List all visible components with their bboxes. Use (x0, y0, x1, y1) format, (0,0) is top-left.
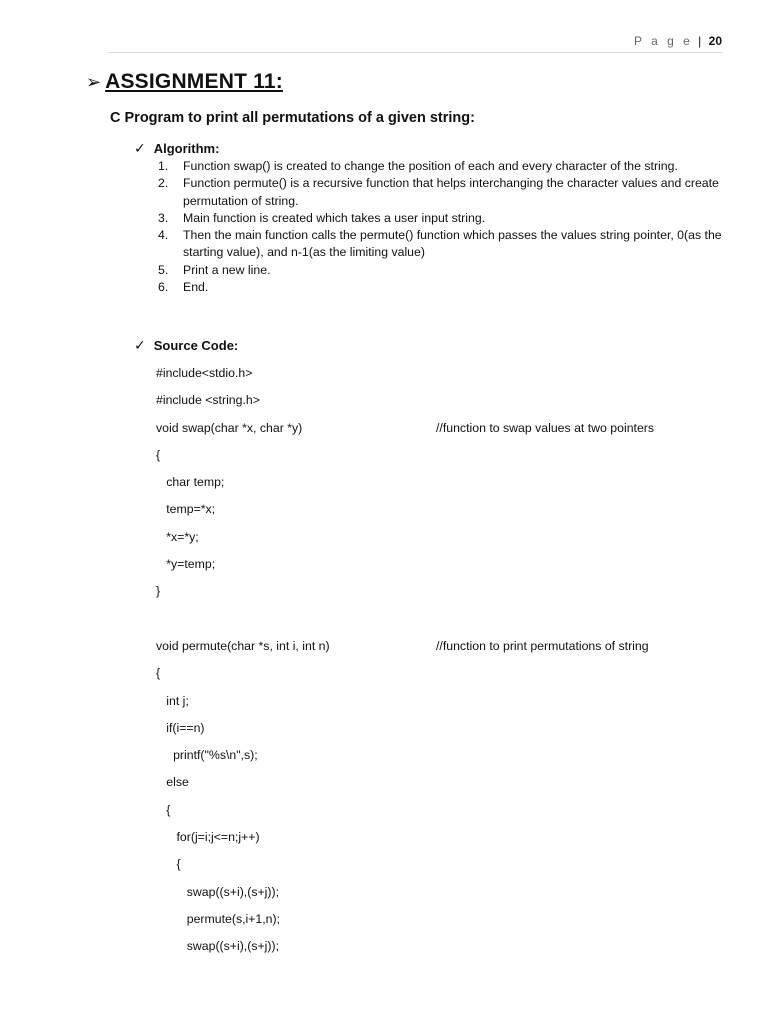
code-line (156, 633, 716, 660)
algorithm-step (158, 262, 724, 279)
code-text: int j; (156, 693, 189, 708)
code-text: } (156, 584, 161, 599)
code-text: swap((s+i),(s+j)); (156, 884, 279, 899)
code-text: char temp; (156, 475, 225, 490)
code-line (156, 360, 716, 387)
code-line (156, 469, 716, 496)
step-number: 2. (158, 176, 169, 191)
step-text: Main function is created which takes a user input string. (183, 210, 486, 225)
code-comment: //function to print permutations of string (436, 638, 649, 653)
code-text: void permute(char *s, int i, int n) (156, 638, 330, 653)
step-text: Then the main function calls the permute() function which passes the values string pointer, 0(as the starting value), and n-1(as the limiting value) (183, 228, 722, 260)
page-header (634, 34, 722, 48)
code-text: printf("%s\n",s); (156, 748, 258, 763)
step-number: 1. (158, 159, 169, 173)
algorithm-steps (158, 158, 724, 296)
code-line (156, 524, 716, 551)
code-line (156, 851, 716, 878)
code-text: void swap(char *x, char *y) (156, 420, 303, 435)
code-text: for(j=i;j<=n;j++) (156, 830, 260, 845)
code-line (156, 442, 716, 469)
code-line (156, 578, 716, 605)
step-number: 5. (158, 262, 169, 277)
algorithm-step (158, 158, 724, 175)
algorithm-step (158, 175, 724, 210)
code-line (156, 769, 716, 796)
page-word: P a g e (634, 34, 693, 48)
code-line (156, 797, 716, 824)
header-divider (108, 52, 722, 53)
assignment-heading (86, 70, 283, 94)
code-line (156, 551, 716, 578)
code-text: { (156, 447, 161, 462)
algorithm-step (158, 279, 724, 296)
code-line (156, 824, 716, 851)
source-code-heading-label: Source Code: (153, 338, 239, 353)
step-number: 4. (158, 228, 169, 243)
code-text: #include<stdio.h> (156, 366, 253, 380)
code-text: { (156, 802, 171, 817)
source-code-heading (134, 337, 238, 354)
algorithm-heading-label: Algorithm: (153, 141, 220, 156)
algorithm-step (158, 210, 724, 227)
step-number: 6. (158, 280, 169, 295)
program-title: C Program to print all permutations of a given string: (110, 110, 475, 126)
code-line (156, 879, 716, 906)
code-text: { (156, 857, 181, 872)
code-text: swap((s+i),(s+j)); (156, 939, 279, 954)
checkmark-icon: ✓ (134, 337, 146, 353)
code-text: permute(s,i+1,n); (156, 911, 281, 926)
step-text: Function swap() is created to change the position of each and every character of the string. (183, 159, 678, 173)
code-line (156, 606, 716, 633)
step-number: 3. (158, 210, 169, 225)
code-text: *y=temp; (156, 557, 216, 572)
code-text: { (156, 666, 161, 681)
code-line (156, 415, 716, 442)
code-line (156, 660, 716, 687)
code-comment: //function to swap values at two pointers (436, 420, 655, 435)
algorithm-heading (134, 140, 219, 157)
code-text: temp=*x; (156, 502, 216, 517)
code-line (156, 387, 716, 414)
code-text: else (156, 775, 189, 790)
code-line (156, 715, 716, 742)
code-text: if(i==n) (156, 720, 205, 735)
step-text: Function permute() is a recursive function that helps interchanging the character values and create permutation of string. (183, 176, 719, 208)
step-text: Print a new line. (183, 262, 271, 277)
assignment-title: ASSIGNMENT 11: (105, 70, 283, 93)
algorithm-step (158, 227, 724, 262)
source-code-block (156, 360, 716, 961)
checkmark-icon: ✓ (134, 140, 146, 156)
arrow-bullet-icon: ➢ (86, 72, 102, 92)
code-line (156, 496, 716, 523)
code-line (156, 933, 716, 960)
step-text: End. (183, 280, 209, 295)
page-number: 20 (708, 34, 722, 48)
code-line (156, 906, 716, 933)
page-separator: | (698, 34, 702, 48)
code-text: #include <string.h> (156, 393, 260, 408)
code-line (156, 688, 716, 715)
code-line (156, 742, 716, 769)
code-text: *x=*y; (156, 529, 199, 544)
